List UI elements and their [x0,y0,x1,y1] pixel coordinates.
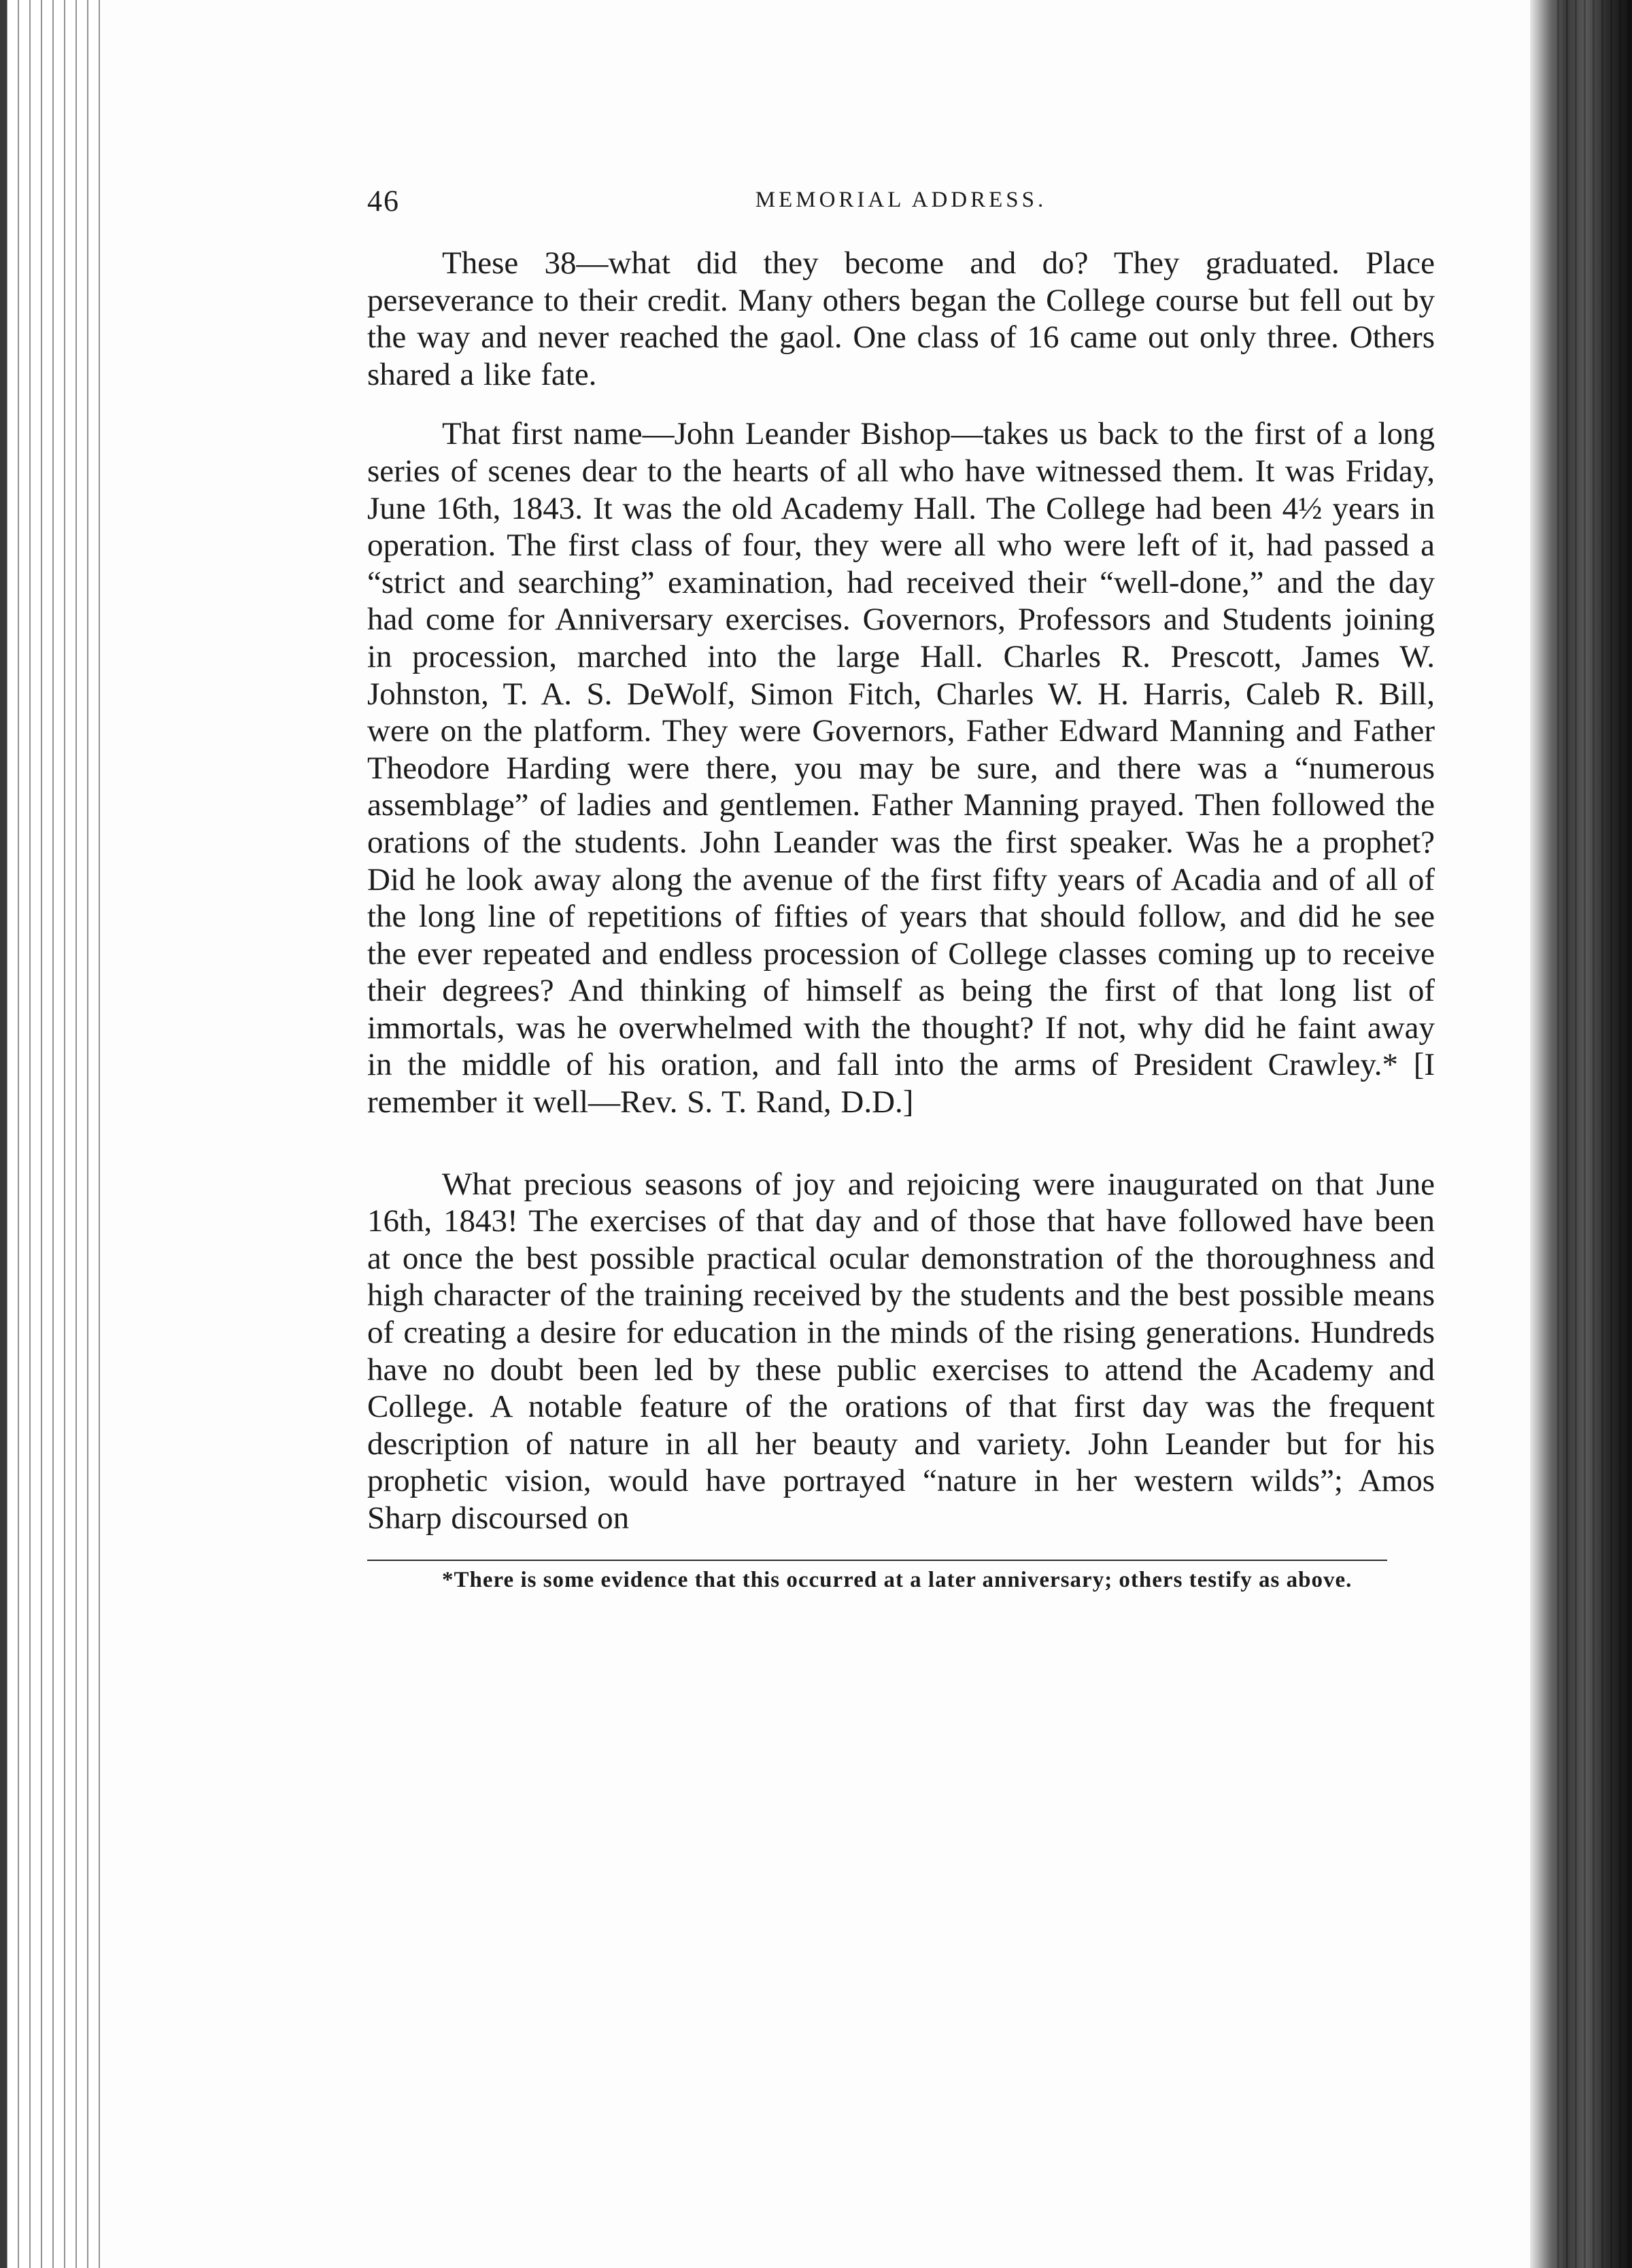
paragraph-precious-seasons: What precious seasons of joy and rejoicing were inaugurated on that June 16th, 1843! The exercises of that day and of those that have followed have been at once the best possible practical ocular demonstration of the thoroughness and high character of the training received by the students and the best possible means of creating a desire for education in the minds of the rising generations. Hundreds have no doubt been led by these public exercises to attend the Academy and College. A notable feature of the orations of that first day was the frequent description of nature in all her beauty and variety. John Leander but for his prophetic vision, would have portrayed “nature in her western wilds”; Amos Sharp discoursed on [367,1166,1435,1536]
book-page [367,184,1435,1595]
page-number: 46 [367,184,400,218]
page-stack-left-edge [0,0,102,2268]
page-stack-right-edge [1530,0,1632,2268]
footnote-divider [367,1560,1387,1561]
paragraph-graduates: These 38—what did they become and do? They graduated. Place perseverance to their credit. Many others began the College course but fell out by the way and never reached the gaol. One class of 16 came out only three. Others shared a like fate. [367,245,1435,392]
paragraph-first-anniversary: That first name—John Leander Bishop—takes us back to the first of a long series of scenes dear to the hearts of all who have witnessed them. It was Friday, June 16th, 1843. It was the old Academy Hall. The College had been 4½ years in operation. The first class of four, they were all who were left of it, had passed a “strict and searching” examination, had received their “well-done,” and the day had come for Anniversary exercises. Governors, Professors and Students joining in procession, marched into the large Hall. Charles R. Prescott, James W. Johnston, T. A. S. DeWolf, Simon Fitch, Charles W. H. Harris, Caleb R. Bill, were on the platform. They were Governors, Father Edward Manning and Father Theodore Harding were there, you may be sure, and there was a “numerous assemblage” of ladies and gentlemen. Father Manning prayed. Then followed the orations of the students. John Leander was the first speaker. Was he a prophet? Did he look away along the avenue of the first fifty years of Acadia and of all of the long line of repetitions of fifties of years that should follow, and did he see the ever repeated and endless procession of College classes coming up to receive their degrees? And thinking of himself as being the first of that long list of immortals, was he overwhelmed with the thought? If not, why did he faint away in the middle of his oration, and fall into the arms of President Crawley.* [I remember it well—Rev. S. T. Rand, D.D.] [367,416,1435,1120]
footnote: *There is some evidence that this occurred at a later anniversary; others testify as above. [442,1567,1353,1592]
running-title: MEMORIAL ADDRESS. [755,188,1047,212]
running-head [367,184,1435,224]
